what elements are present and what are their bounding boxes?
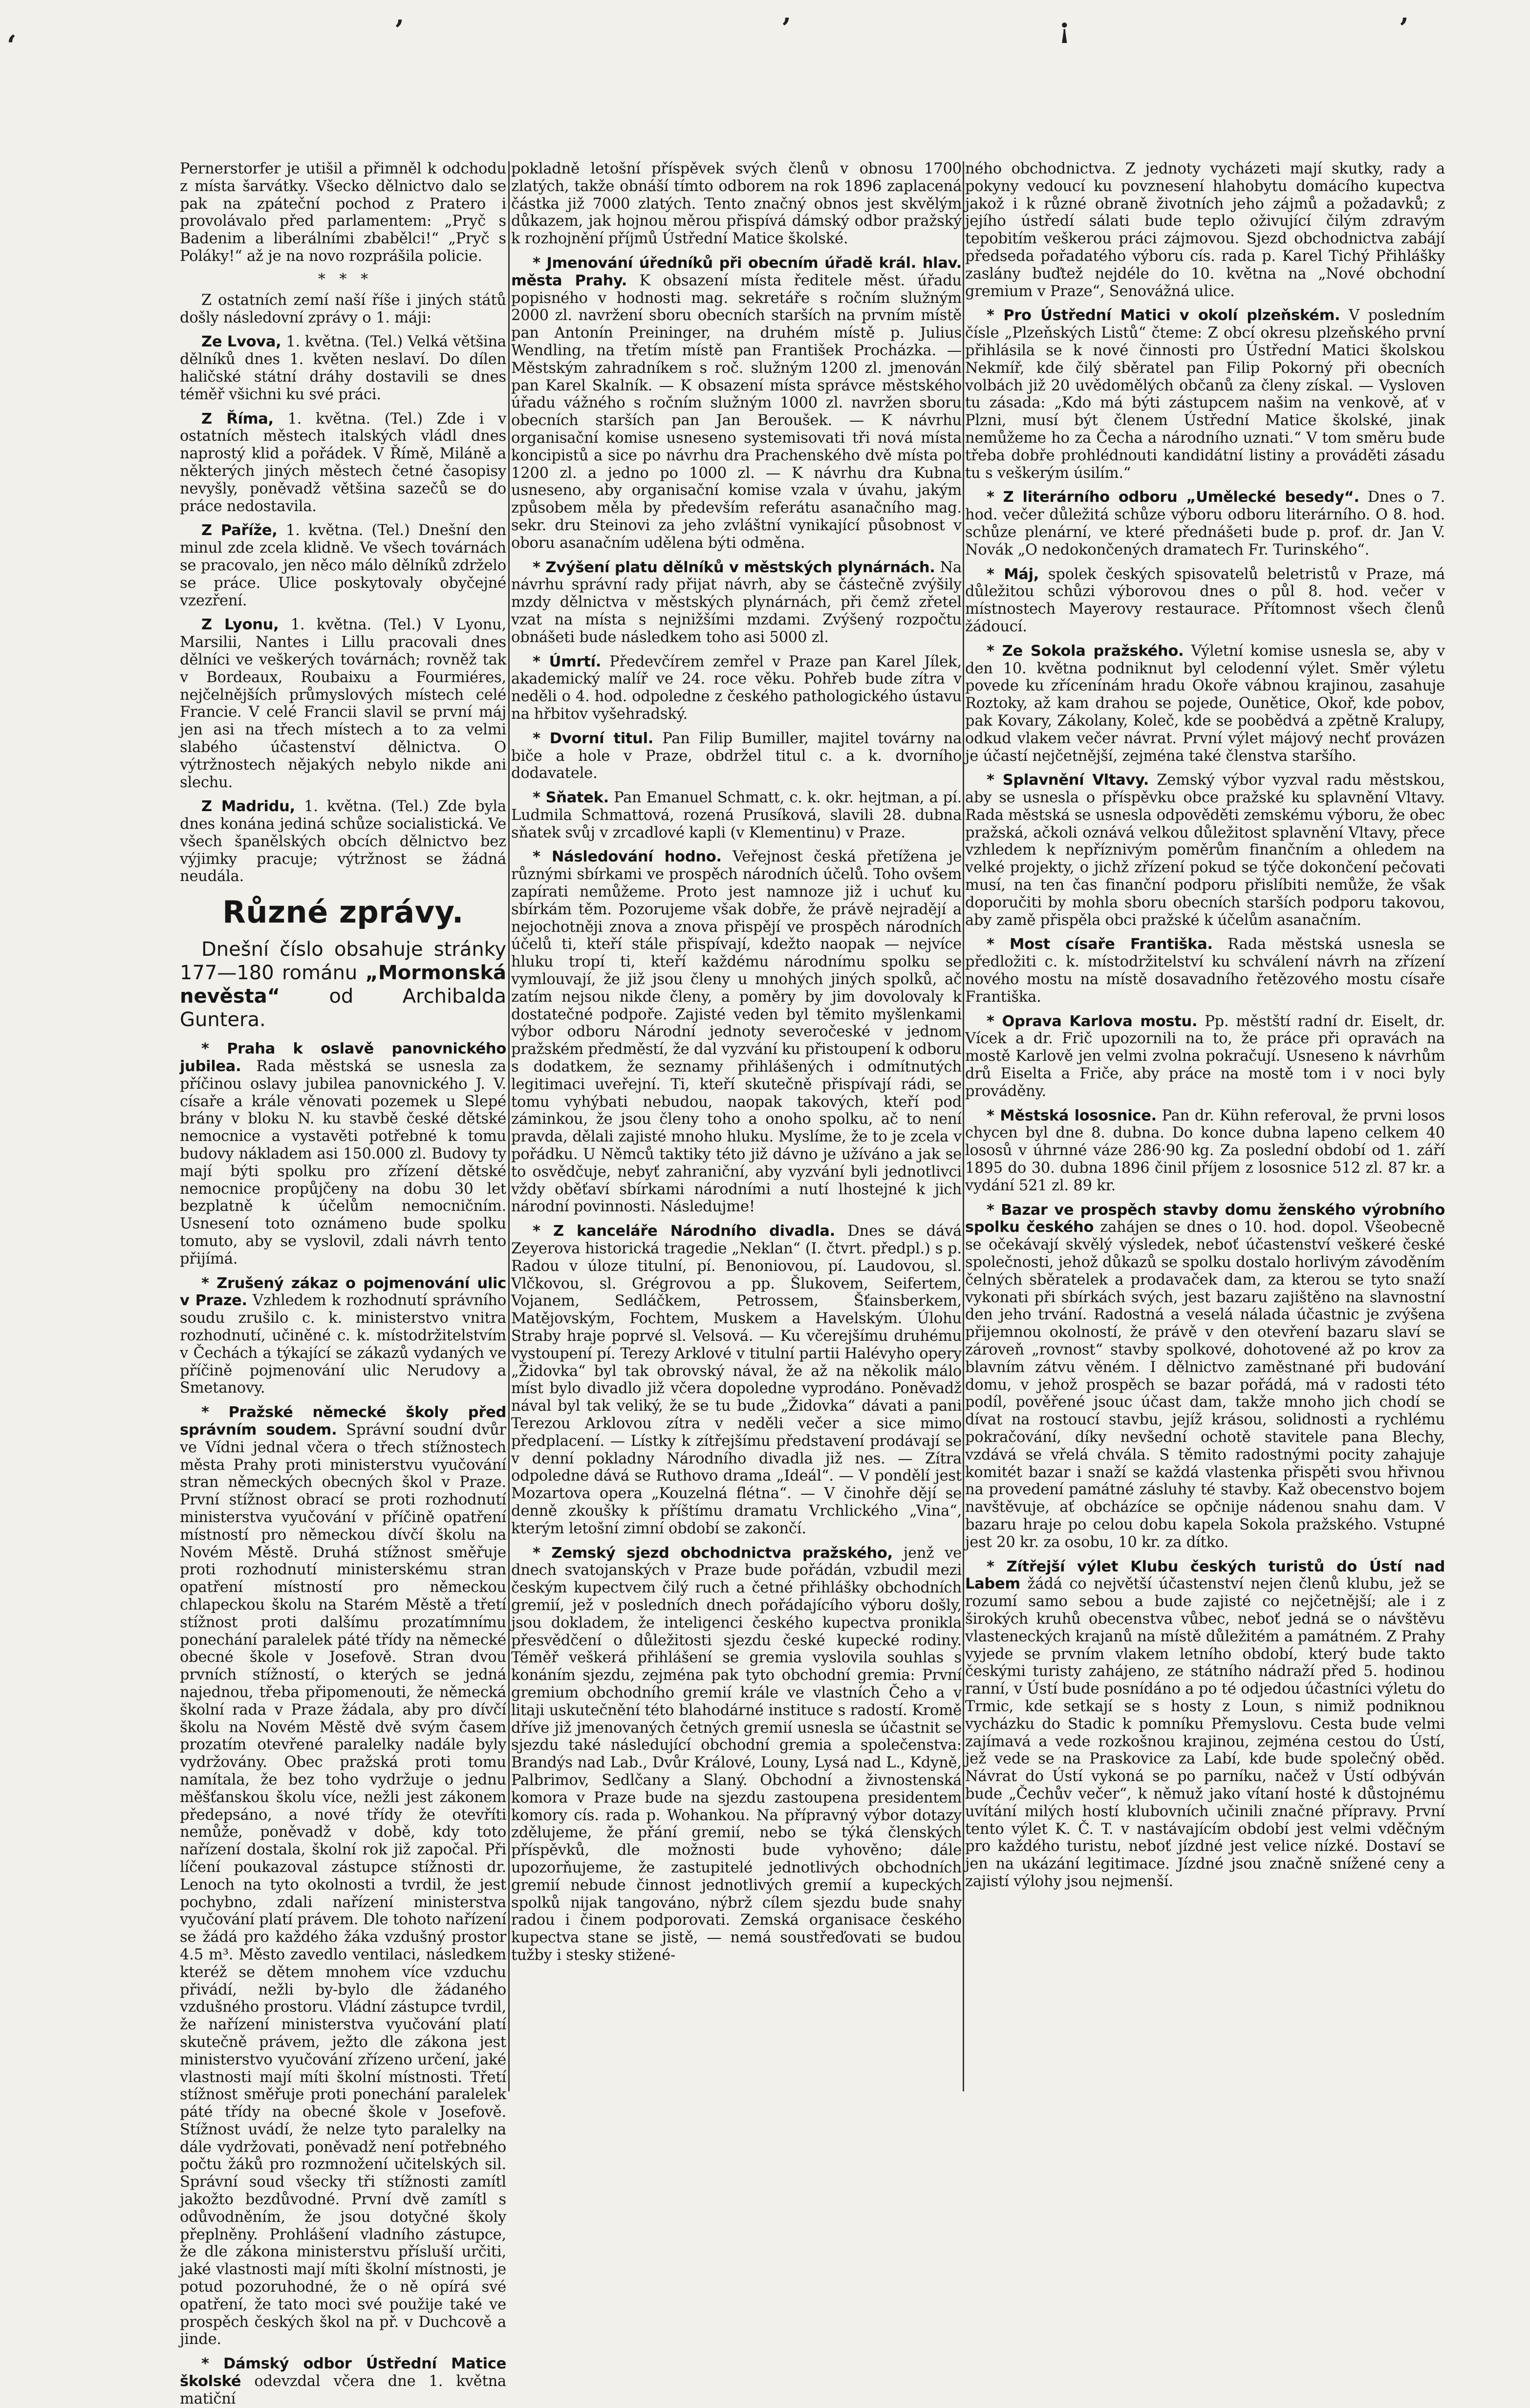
paragraph-text: Pernerstorfer je utišil a přimněl k odchodu z místa šarvátky. Všecko dělnictvo dalo se pak na zpáteční pochod z Pratero i provolávalo před parlamentem: „Pryč s Badenim a liberálními zbabělci!“ „Pryč s Poláky!“ až je na novo rozprášila policie. [180,160,506,265]
article-paragraph [180,2355,506,2408]
article-paragraph [511,653,962,723]
paragraph-text: Pan dr. Kühn referoval, že prvni losos chycen byl dne 8. dubna. Do konce dubna lapeno celkem 40 lososů v úhrnné váze 286·90 kg. Za poslední období od 1. září 1895 do 30. dubna 1896 činil příjem z lososnice 512 zl. 87 kr. a vydání 521 zl. 89 kr. [965,1107,1445,1194]
paragraph-text: Správní soudní dvůr ve Vídni jednal včera o třech stížnostech města Prahy proti ministerstvu vyučování stran německých obecných škol v Praze. První stížnost obrací se proti rozhodnutí ministerstva vyučování v příčině opatření místností pro německou dívčí školu na Novém Městě. Druhá stížnost směřuje proti rozhodnutí ministerskému stran opatření místností pro německou chlapeckou školu na Starém Městě a třetí stížnost proti dalšímu prozatímnímu ponechání paralelek páté třídy na německé obecné škole v Josefově. Stran dvou prvních stížností, o kterých se jedná najednou, třeba připomenouti, že německá školní rada v Praze žádala, aby pro dívčí školu na Novém Městě dvě svým časem prozatím otevřené paralelky nadále byly vydržovány. Obec pražská proti tomu namítala, že bez toho vydržuje o jednu měšťanskou školu více, nežli jest zákonem předepsáno, a nové třídy že otevříti nemůže, poněvadž v době, kdy toto nařízení dostala, školní rok již započal. Při líčení poukazoval zástupce stížnosti dr. Lenoch na tyto okolnosti a tvrdil, že jest pochybno, zdali nařízení ministerstva vyučování platí právem. Dle tohoto nařízení se žádá pro každého žáka vzdušný prostor 4.5 m³. Město zavedlo ventilaci, následkem kteréž se dětem mnohem více vzduchu přivádí, nežli by-bylo dle žádaného vzdušného prostoru. Vládní zástupce tvrdil, že nařízení ministerstva vyučování platí skutečně právem, ježto dle zákona jest ministerstvo vyučování zřízeno určení, jaké vlastnosti mají míti školní místnosti. Třetí stížnost směřuje proti ponechání paralelek páté třídy na obecné škole v Josefově. Stížnost uvádí, že nelze tyto paralelky na dále vydržovati, poněvadž není potřebného počtu žáků pro rozmnožení učitelských sil. Správní soud všecky tři stížnosti zamítl jakožto bezdůvodné. První dvě zamítl s odůvodněním, že jsou dotyčné školy přeplněny. Prohlášení vladního zástupce, že dle zákona ministerstvu přísluší určiti, jaké vlastnosti mají míti školní místnosti, je potud pozoruhodné, že o ně opírá své opatření, že tato moci své použije také ve prospěch českých škol na př. v Duchcově a jinde. [180,1421,506,2348]
paragraph-text: Na návrhu správní rady přijat návrh, aby se částečně zvýšily mzdy dělnictva v městských plynárnách, při čemž zřetel vzat na místa s nejnižšími mzdami. Zvýšený rozpočtu obnášeti bude následkem toho asi 5000 zl. [511,559,962,646]
paragraph-text: ného obchodnictva. Z jednoty vycházeti mají skutky, rady a pokyny vedoucí ku povznesení hlahobytu domácího kupectva jakož i k různé obraně životních jeho zájmů a požadavků; z jejího ústředí sálati bude teplo oživující čilým zdravým tepobitím veškerou práci zájmovou. Sjezd obchodnictva zabájí předseda pořadatého výboru cís. rada p. Karel Tichý Přihlášky zaslány buďtež nejdéle do 10. května na „Nové obchodní gremium v Praze“, Senovážná ulice. [965,160,1445,300]
paragraph-heading: * Sňatek. [533,789,609,807]
column-rule [508,161,510,2091]
article-paragraph [965,489,1445,559]
column-rule [963,161,964,2091]
paragraph-heading: * Dámský odbor Ústřední Matice školské [180,2355,506,2390]
paragraph-text: Výletní komise usnesla se, aby v den 10. května podniknut byl celodenní výlet. Směr výletu povede ku zřícenínám hradu Okoře vábnou krajinou, zasahuje Roztoky, až kam drahou se pojede, Ounětice, Okoř, kde pobov, pak Kovary, Zákolany, Koleč, kde se poobědvá a zpětně Kralupy, odkud vlakem večer návrat. První výlet májový nechť provázen je účastí nejčetnější, zejména také členstva staršího. [965,642,1445,765]
paragraph-heading: Z Madridu, [201,798,295,816]
column-3 [965,160,1445,2105]
paragraph-text: Předevčírem zemřel v Praze pan Karel Jílek, akademický malíř ve 24. roce věku. Pohřeb bude zítra v neděli o 4. hod. odpoledne z českého pathologického ústavu na hřbitov vyšehradský. [511,653,962,723]
margin-mark: ʼ [394,15,404,47]
paragraph-heading: * Jmenování úředníků při obecním úřadě král. hlav. města Prahy. [511,254,962,289]
paragraph-text: Zemský výbor vyzval radu městskou, aby se usnesla o příspěvku obce pražské ku splavnění Vltavy. Rada městská se usnesla odpověděti zemskému výboru, že obec pražská, ačkoli oznává velkou důležitost splavnění Vltavy, přece vzhledem k nepříznivým poměrům finančním a ohledem na velké projekty, o jichž zřízení pokud se týče dokončení pečovati musí, na ten čas finanční podporu přislíbiti nemůže, že však doporučiti by mohla sboru obecních starších podporu takovou, aby zamě přispěla obci pražské k účelům asanačním. [965,772,1445,929]
paragraph-text: Vzhledem k rozhodnutí správního soudu zrušilo c. k. ministerstvo vnitra rozhodnutí, učiněné c. k. místodržitelstvím v Čechách a týkající se zákazů vydaných ve příčině pojmenování ulic Nerudovy a Smetanovy. [180,1292,507,1397]
article-paragraph [180,160,506,265]
article-paragraph [511,559,962,646]
paragraph-text: 1. května. (Tel.) Dnešní den minul zde zcela klidně. Ve všech továrnách se pracovalo, jen něco málo dělníků zdrželo se práce. Ulice poskytovaly obyčejné vzezření. [180,522,507,609]
column-2 [511,160,962,2105]
article-paragraph [180,616,506,791]
article-paragraph [180,333,506,403]
paragraph-text: zahájen se dnes o 10. hod. dopol. Všeobecně se očekávají skvělý výsledek, neboť účastenství veškeré české společnosti, jehož důkazů se spolku dostalo horlivým závoděním čelných sběratelek a prodavaček dam, za kterou se tyto snaží vykonati při sbírkách svých, jest bazaru zajištěno na slavnostní den jeho trvání. Radostná a veselá nálada účastnic je zvýšena přijemnou okolností, že právě v den otevření bazaru slaví se zároveň „rovnost“ stavby spolkové, dohotovené až po krov za blavním zátvu věném. I dělnictvo zaměstnané při budování domu, v jehož prospěch se bazar pořádá, má v radosti této podíl, pověřené jsouc účast dam, takže mnoho jich chodí se dívat na rostoucí stavbu, jejíž krásou, solidnosti a rychlému pokračování, díky nevšední ochotě stavitele pana Blechy, vzdává se vřelá chvála. S těmito radostnými pocity zahajuje komitét bazar i snaží se každá vlastenka přispěti svou hřivnou na provedení památné zásluhy té stavby. Kaž obecenstvo bojem navštěvuje, ať obcházíce se opčnije nádenou snahu dam. V bazaru hraje po celou dobu kapela Sokola pražského. Vstupné jest 20 kr. za osobu, 10 kr. za dítko. [965,1219,1445,1551]
paragraph-text: 1. května. (Tel.) V Lyonu, Marsilii, Nantes i Lillu pracovali dnes dělníci ve veškerých továrnách; rovněž tak v Bordeaux, Roubaixu a Fourmiéres, nejčelnějších průmyslových místech celé Francie. V celé Francii slavil se první máj jen asi na třech místech a to za velmi slabého účastenství dělnictva. O výtržnostech nějakých nebylo nikde ani slechu. [180,616,506,791]
article-paragraph [965,936,1445,1006]
notice-text: Dnešní číslo obsahuje stránky 177—180 románu [180,938,506,985]
paragraph-heading: * Zítřejší výlet Klubu českých turistů do Ústí nad Labem [965,1558,1445,1593]
paragraph-heading: * Ze Sokola pražského. [987,642,1184,660]
paragraph-heading: * Pražské německé školy před správním soudem. [180,1404,506,1439]
paragraph-text: 1. května. (Tel.) Zde i v ostatních městech italských vládl dnes naprostý klid a pořádek. V Římě, Miláně a některých jiných městech četné časopisy nevyšly, poněvadž většina sazečů se do práce nedostavila. [180,410,506,515]
article-paragraph [965,566,1445,636]
article-paragraph [965,772,1445,929]
article-paragraph [511,1223,962,1537]
article-paragraph [180,292,506,327]
article-paragraph [965,643,1445,765]
paragraph-heading: * Dvorní titul. [533,730,654,747]
paragraph-heading: * Bazar ve prospěch stavby domu ženského výrobního spolku českého [965,1201,1445,1236]
notice-text: od Archibalda Guntera. [180,985,506,1032]
paragraph-text: K obsazení místa ředitele měst. úřadu popisného v hodnosti mag. sekretáře s ročním služným 2000 zl. navržení sboru obecních starších na prvním místě pan Antonín Preininger, na druhém místě p. Julius Wendling, na třetím místě pan František Procházka. — Městským zahradníkem s roč. služným 1200 zl. jmenován pan Karel Skalník. — K obsazení místa správce městského úřadu vážného s ročním služným 1000 zl. navržen sboru obecních starších pan Jan Beroušek. — K návrhu organisační komise usneseno systemisovati tři nová místa koncipistů a sice po návrhu dra Prachenského dvě místa po 1200 zl. a jedno po 1000 zl. — K návrhu dra Kubna usneseno, aby organisační komise vzala v úvahu, jakým způsobem měla by především referátu asanačního mag. sekr. dru Steinovi za jeho zvláštní vynikající působnost v oboru asanačním udělena býti odměna. [511,272,962,552]
paragraph-heading: * Most císaře Františka. [987,936,1213,953]
paragraph-heading: * Zrušený zákaz o pojmenování ulic v Praze. [180,1274,506,1310]
article-paragraph [511,848,962,1216]
paragraph-text: 1. května. (Tel.) Velká většina dělníků dnes 1. květen neslaví. Do dílen haličské státní dráhy dostavili se dnes téměř všichni ku své práci. [180,333,507,403]
paragraph-text: V posledním čísle „Plzeňských Listů“ čteme: Z obcí okresu plzeňského první přihlásila se k nové činnosti pro Ústřední Matici školskou Nekmíř, kde čilý sběratel pan Filip Pokorný při obecních volbách již 20 uvědomělých občanů za členy získal. — Vysloven tu zásada: „Kdo má býti zástupcem našim na venkově, ať v Plzni, musí být členem Ústřední Matice školské, jinak nemůžeme ho za Čecha a národního uznati.“ V tom směru bude třeba dobře prohlédnouti kandidátní listiny a prováděti zásadu tu s veškerým úsilím.“ [965,307,1445,482]
article-paragraph [511,255,962,552]
article-paragraph [511,789,962,841]
article-paragraph [180,798,506,885]
paragraph-text: Z ostatních zemí naší říše i jiných států došly následovní zprávy o 1. máji: [180,291,506,326]
top-margin-marks [0,10,1530,62]
section-title: Různé zprávy. [222,894,464,930]
paragraph-heading: * Zemský sjezd obchodnictva pražského, [533,1544,893,1562]
article-paragraph [965,1202,1445,1551]
paragraph-text: jenž ve dnech svatojanských v Praze bude pořádán, vzbudil mezi českým kupectvem čilý ruch a četné přihlášky obchodních gremií, jež v posledních dnech pořádajícího výboru došly, jsou dokladem, že inteligenci českého kupectva pronikla přesvědčení o důležitosti sjezdu české kupecké rodiny. Téměř veškerá přihlášení se gremia vyslovila souhlas s konáním sjezdu, zejména pak tyto obchodní gremia: První gremium obchodního gremií krále ve vlastních Čeho a v litaji uskutečnění této blahodárné instituce s radostí. Kromě dříve již jmenovaných četných gremií usnesla se účastnit se sjezdu také následující obchodní gremia a společenstva: Brandýs nad Lab., Dvůr Králové, Louny, Lysá nad L., Kdyně, Palbrimov, Sedlčany a Slaný. Obchodní a živnostenská komora v Praze bude na sjezdu zastoupena presidentem komory cís. rada p. Wohankou. Na přípravný výbor dotazy zdělujeme, že přání gremií, nebo se týká členských příspěvků, dle možnosti bude vyhověno; dále upozorňujeme, že zastupitelé jednotlivých obchodních gremií nebude činnost jednotlivých gremií a kupeckých spolků nijak tangováno, nýbrž cílem sjezdu bude snahy radou i činem podporovati. Zemská organisace českého kupectva stane se jistě, — nemá soustřeďovati se budou tužby i stesky stižené- [511,1544,962,1964]
paragraph-heading: * Následování hodno. [533,848,722,866]
paragraph-text: spolek českých spisovatelů beletristů v Praze, má důležitou schůzi výborovou dnes o půl 8. hod. večer v místnostech Mayerovy restaurace. Přítomnost všech členů žádoucí. [965,565,1445,635]
article-paragraph [180,410,506,516]
paragraph-text: Rada městská usnesla se předložiti c. k. místodržitelství ku schválení návrh na zřízení nového mostu na místě dosavadního řetězového mostu císaře Františka. [965,936,1445,1006]
separator-stars: * * * [318,270,368,288]
paragraph-text: Pan Emanuel Schmatt, c. k. okr. hejtman, a pí. Ludmila Schmattová, rozená Prusíková, slavili 28. dubna sňatek svůj v zrcadlové kapli (v Klementinu) v Praze. [511,789,962,841]
paragraph-text: pokladně letošní příspěvek svých členů v obnosu 1700 zlatých, takže obnáší tímto odborem na rok 1896 zaplacená částka již 7000 zlatých. Tento značný obnos jest skvělým důkazem, jak hojnou měrou přispívá dámský odbor pražský k rozhojnění příjmů Ústřední Matice školské. [511,160,962,248]
novel-title: „Mormonská nevěsta“ [180,962,506,1008]
paragraph-text: odevzdal včera dne 1. května matiční [180,2373,507,2408]
paragraph-heading: Z Říma, [201,410,274,428]
paragraph-text: Dnes se dává Zeyerova historická tragedie „Neklan“ (I. čtvrt. předpl.) s p. Radou v úloze titulní, pí. Benoniovou, pí. Laudovou, sl. Vlčkovou, sl. Grégrovou a pp. Šlukovem, Seifertem, Vojanem, Sedláčkem, Petrossem, Šťainsberkem, Matějovským, Fochtem, Muskem a Havelským. Úlohu Straby hraje poprvé sl. Velsová. — Ku včerejšímu druhému vystoupení pí. Terezy Arklové v titulní partii Halévyho opery „Židovka“ byl tak obrovský nával, že až na několik málo míst bylo divadlo již včera dopoledne vyprodáno. Poněvadž nával byl tak veliký, že se tu bude „Židovka“ dávati a pani Terezou Arklovou zítra v neděli večer a sice mimo předplacení. — Lístky k zítřejšímu představení prodávají se v denní pokladny Národního divadla již nes. — Zítra odpoledne dává se Ruthovo drama „Ideál“. — V pondělí jest Mozartova opera „Kouzelná flétna“. — V činohře dějí se denně zkoušky k příštímu dramatu Vrchlického „Vina“, kterým letošní zimní období se zakončí. [511,1223,962,1537]
article-paragraph [511,1545,962,1964]
paragraph-text: žádá co největší účastenství nejen členů klubu, jež se rozumí samo sebou a bude zajisté co nejčetnější; ale i z širokých kruhů obecenstva vůbec, neboť jedná se o návštěvu vlasteneckých krajanů na místě důležitém a památném. Z Prahy vyjede se prvním vlakem letního období, který bude takto českými turisty zahájeno, ze státního nádraží před 5. hodinou ranní, v Ústí bude posnídáno a po té odjedou účastníci výletu do Trmic, kde setkají se s hosty z Loun, s nimiž podniknou vycházku do Stadic k pomníku Přemyslovu. Cesta bude velmi zajímavá a vede rozkošnou krajinou, zejména cestou do Ústí, jež vede se na Praskovice za Labí, kde bude společný oběd. Návrat do Ústí vykoná se po parníku, načež v Ústí odbýván bude „Čechův večer“, k němuž jako vítaní hosté k důstojnému uvítání milých hostí klubovních učinili značné přípravy. První tento výlet K. Č. T. v nastávajícím období jest velmi vděčným pro každého turistu, neboť jízdné jest velice nízké. Dostaví se jen na ukázání legitimace. Jízdné jsou značně snížené ceny a zajistí výlohy jsou nejmenší. [965,1575,1445,1890]
paragraph-text: Veřejnost česká přetížena je různými sbírkami ve prospěch národních účelů. Toho ovšem zapírati nemůžeme. Proto jest namnoze již i uchuť ku sbírkám těm. Pozorujeme však dobře, že právě nejradějí a nejochotněji znova a znova přispějí ve prospěch národních účelů ti, kteří stále přispívají, kdežto naopak — nejvíce hluku tropí ti, kteří každému národnímu spolku se vymlouvají, že již jsou členy u mnohých jiných spolků, ač zatím nejsou nikde členy, a poměry by jim dovolovaly k dostatečné podpoře. Zajisté veden byl těmito myšlenkami výbor odboru Národní jednoty severočeské v jednom pražském předměstí, že dal vyzvání ku přistoupení k odboru s dodatkem, že seznamy přihlášených i odmítnutých legitimaci uveřejní. Ti, kteří skutečně přispívají rádi, se tomu vyhýbati nebudou, naopak takových, kteří pod záminkou, že jsou členy toho a onoho spolku, ač to není pravda, dělali zajisté mnoho hluku. Myslíme, že to je zcela v pořádku. U Němců taktiky této již dávno je užíváno a jak se to osvědčuje, nebyť zahraniční, aby vyzvání byli jednotlivci vždy oběťaví sbírkami národními a nutí lhostejné k jich národní povinnosti. Následujme! [511,848,962,1216]
paragraph-heading: * Úmrtí. [533,653,602,670]
margin-mark: ‘ [7,29,17,62]
article-paragraph [965,1558,1445,1891]
paragraph-text: Pp. městští radní dr. Eiselt, dr. Vícek a dr. Frič upozornili na to, že práce při opravách na mostě Karlově jen velmi zvolna pokračují. Usneseno k návrhům drů Eiselta a Friče, aby práce na mostě tom i v noci byly prováděny. [965,1012,1445,1100]
article-paragraph [180,1404,506,2348]
paragraph-text: Rada městská se usnesla za příčinou oslavy jubilea panovnického J. V. císaře a krále věnovati pozemek u Slepé brány v bloku N. ku stavbě české dětské nemocnice a vystavěti potřebné k tomu budovy nákladem asi 150.000 zl. Budovy ty mají býti spolku pro zřízení dětské nemocnice propůjčeny na dobu 30 let bezplatně k účelům nemocničním. Usnesení toto oznámeno bude spolku tomuto, aby se vyslovil, zdali návrh tento přijímá. [180,1058,506,1268]
article-paragraph [511,730,962,782]
article-paragraph [965,1107,1445,1195]
margin-mark: ¡ [1058,13,1071,45]
supplement-notice [180,938,506,1032]
paragraph-text: Dnes o 7. hod. večer důležitá schůze výboru odboru literárního. O 8. hod. schůze plenární, ve které přednášeti bude p. prof. dr. Jan V. Novák „O nedokončených dramatech Fr. Turinského“. [965,489,1445,559]
paragraph-heading: * Oprava Karlova mostu. [987,1012,1198,1030]
paragraph-heading: * Pro Ústřední Matici v okolí plzeňském. [987,307,1340,324]
article-paragraph [180,1275,506,1398]
paragraph-heading: * Městská lososnice. [987,1107,1157,1124]
column-1 [180,160,507,2408]
article-paragraph [965,1013,1445,1100]
paragraph-heading: Z Lyonu, [201,616,279,634]
paragraph-heading: * Zvýšení platu dělníků v městských plynárnách. [533,559,935,576]
paragraph-heading: * Praha k oslavě panovnického jubilea. [180,1040,506,1075]
paragraph-heading: * Máj, [987,565,1039,583]
paragraph-heading: Z Paříže, [201,522,278,539]
margin-mark: ʼ [781,13,791,45]
article-paragraph [180,522,506,609]
article-paragraph [965,160,1445,300]
article-paragraph [511,160,962,248]
paragraph-heading: * Z literárního odboru „Umělecké besedy“. [987,489,1359,506]
paragraph-heading: Ze Lvova, [201,333,281,351]
paragraph-text: 1. května. (Tel.) Zde byla dnes konána jediná schůze socialistická. Ve všech španělských obcích dělnictvo bez výjimky pracuje; výtržnost se žádná neudála. [180,798,506,885]
paragraph-heading: * Splavnění Vltavy. [987,772,1149,789]
paragraph-heading: * Z kanceláře Národního divadla. [533,1223,835,1240]
margin-mark: ʼ [1399,13,1408,45]
article-paragraph [965,307,1445,482]
paragraph-text: Pan Filip Bumiller, majitel továrny na biče a hole v Praze, obdržel titul c. a k. dvorního dodavatele. [511,730,962,782]
article-paragraph [180,1040,506,1268]
